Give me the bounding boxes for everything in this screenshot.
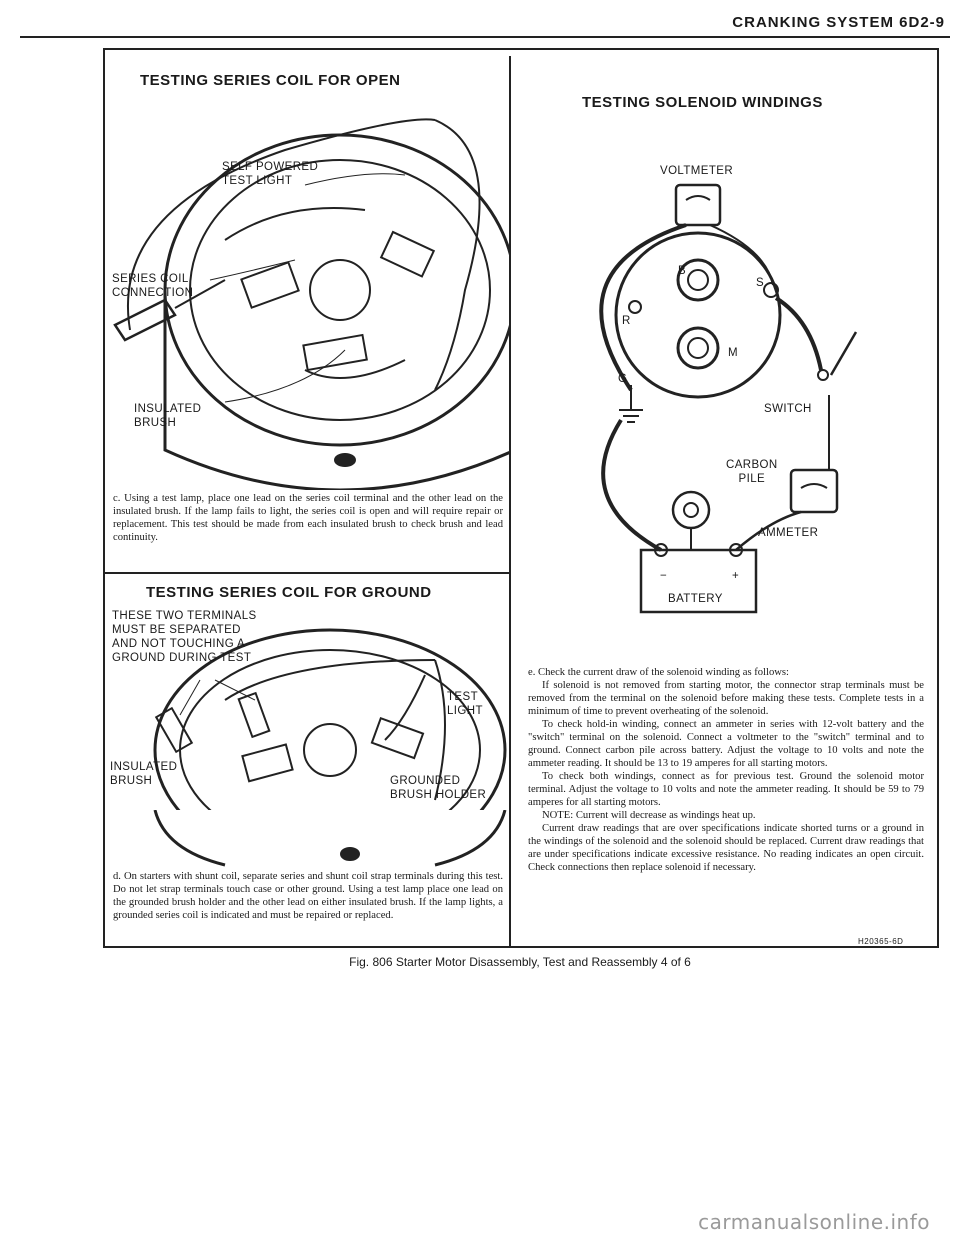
panel-d-title: TESTING SERIES COIL FOR GROUND (146, 584, 432, 601)
panel-e-caption-p6: Current draw readings that are over specifications indicate shorted turns or a ground in the windings of the solenoid and the solenoid should be replaced. Current draw readings that are under specifications indicate excessive resistance. No reading indicates an open circuit. Check connections then replace solenoid if necessary. (528, 823, 924, 873)
panel-divider (105, 572, 511, 574)
battery-minus-label: − (660, 570, 668, 582)
terminal-s-label: S (756, 277, 765, 289)
battery-plus-label: + (732, 570, 740, 582)
terminal-m-label: M (728, 347, 738, 359)
figure-code: H20365-6D (858, 937, 904, 946)
terminals-separated-note: THESE TWO TERMINALS MUST BE SEPARATED AND NOT TOUCHING A GROUND DURING TEST (112, 610, 257, 664)
panel-e-caption (528, 666, 924, 874)
panel-e-caption-p2: If solenoid is not removed from starting motor, the connector strap terminals must be removed from the terminal on the solenoid before making these tests. Complete tests in a minimum of time to prevent overheating of the solenoid. (528, 680, 924, 717)
watermark: carmanualsonline.info (698, 1210, 930, 1234)
terminal-r-label: R (622, 315, 631, 327)
grounded-brush-holder-label: GROUNDED BRUSH HOLDER (390, 775, 487, 801)
panel-c-caption-text: c. Using a test lamp, place one lead on the series coil terminal and the other lead on the insulated brush. If the lamp fails to light, the series coil is open and will require repair or replacement. This test should be made from each insulated brush to check brush and lead continuity. (113, 493, 503, 543)
terminal-b-label: B (678, 265, 687, 277)
insulated-brush-label-d: INSULATED BRUSH (110, 761, 178, 787)
voltmeter-label: VOLTMETER (660, 165, 734, 177)
battery-label: BATTERY (668, 593, 723, 605)
insulated-brush-label: INSULATED BRUSH (134, 403, 202, 429)
panel-e-caption-p3: To check hold-in winding, connect an ammeter in series with 12-volt battery and the "switch" terminal on the solenoid. Connect a voltmeter to the "switch" terminal and to ground. Connect carbon pile across battery. Adjust the voltage to 10 volts and note the ammeter reading. It should be 13 to 19 amperes for all starting motors. (528, 719, 924, 769)
self-powered-test-light-label: SELF POWERED TEST LIGHT (222, 161, 319, 187)
panel-e-title: TESTING SOLENOID WINDINGS (582, 94, 823, 111)
panel-e-caption-p4: To check both windings, connect as for previous test. Ground the solenoid motor terminal. Adjust the voltage to 10 volts and note the ammeter reading. It should be 59 to 79 amperes for all starting motors. (528, 771, 924, 808)
solenoid-windings-circuit-diagram (511, 120, 937, 640)
series-coil-ground-illustration-lower (105, 810, 509, 870)
panel-e-caption-p5: NOTE: Current will decrease as windings heat up. (542, 810, 756, 821)
figure-caption: Fig. 806 Starter Motor Disassembly, Test and Reassembly 4 of 6 (349, 955, 691, 969)
panel-d-caption-text: d. On starters with shunt coil, separate series and shunt coil strap terminals during this test. Do not let strap terminals touch case or other ground. Using a test lamp place one lead on the grounded brush holder and the other lead on either insulated brush. If the lamp lights, a grounded series coil is indicated and must be repaired or replaced. (113, 871, 503, 921)
page-header: CRANKING SYSTEM 6D2-9 (732, 14, 945, 31)
test-light-label: TEST LIGHT (447, 691, 483, 717)
terminal-g-label: G (618, 373, 628, 385)
panel-e-caption-p1: e. Check the current draw of the solenoid winding as follows: (528, 667, 789, 678)
ammeter-label: AMMETER (758, 527, 819, 539)
series-coil-connection-label: SERIES COIL CONNECTION (112, 273, 194, 299)
switch-label: SWITCH (764, 403, 812, 415)
panel-d-caption (113, 870, 503, 922)
carbon-pile-label: CARBON PILE (726, 459, 778, 485)
panel-c-title: TESTING SERIES COIL FOR OPEN (140, 72, 401, 89)
panel-c-caption (113, 492, 503, 544)
header-rule (20, 36, 950, 38)
